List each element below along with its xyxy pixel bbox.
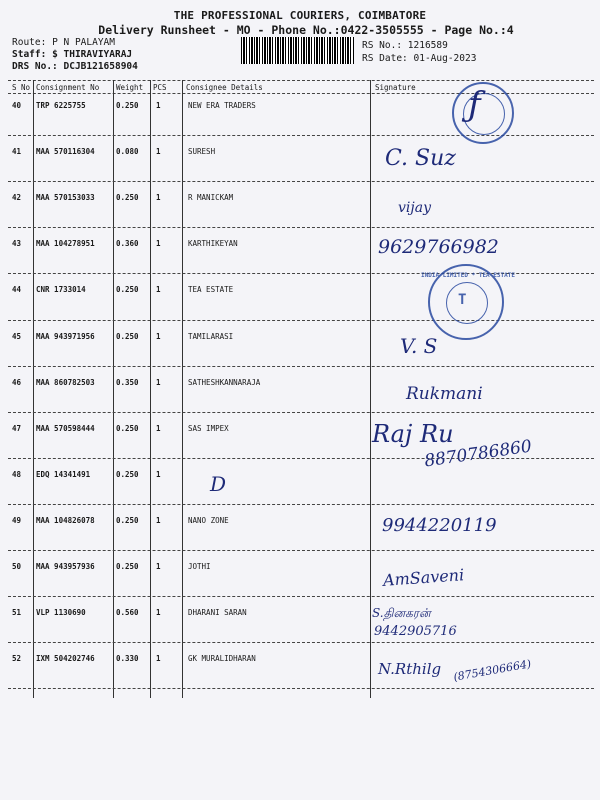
row-consignee: R MANICKAM [188, 193, 234, 202]
column-divider [150, 80, 151, 698]
row-separator [8, 596, 594, 597]
row-consignment-no: IXM 504202746 [36, 654, 95, 663]
row-consignee: SURESH [188, 147, 216, 156]
row-weight: 0.250 [116, 285, 139, 294]
row-sno: 51 [12, 608, 22, 617]
row-separator [8, 412, 594, 413]
col-weight-header: Weight [116, 83, 144, 92]
page-title: THE PROFESSIONAL COURIERS, COIMBATORE [173, 9, 427, 22]
row-weight: 0.330 [116, 654, 139, 663]
signature-row41: C. Suz [385, 146, 456, 171]
row-pcs: 1 [156, 332, 161, 341]
row-sno: 40 [12, 101, 22, 110]
row-weight: 0.080 [116, 147, 139, 156]
row-consignment-no: VLP 1130690 [36, 608, 86, 617]
row-pcs: 1 [156, 239, 161, 248]
row-separator [8, 688, 594, 689]
table-top-rule [8, 80, 594, 81]
row-consignee: NEW ERA TRADERS [188, 101, 256, 110]
drs-line [12, 61, 138, 73]
row-sno: 48 [12, 470, 22, 479]
row-consignee: TAMILARASI [188, 332, 234, 341]
column-divider [370, 80, 371, 698]
row-weight: 0.250 [116, 470, 139, 479]
row-consignment-no: MAA 104826078 [36, 516, 95, 525]
row-consignee: GK MURALIDHARAN [188, 654, 256, 663]
rs-no-label: RS No.: [362, 40, 403, 51]
staff-value: $ THIRAVIYARAJ [52, 49, 133, 60]
rs-no-line [362, 39, 476, 52]
stamp-ring-text: INDIA LIMITED * TEA ESTATE [421, 272, 515, 279]
row-pcs: 1 [156, 516, 161, 525]
row-consignment-no: MAA 570153033 [36, 193, 95, 202]
signature-row47-phone: 8870786860 [423, 436, 534, 472]
row-sno: 44 [12, 285, 22, 294]
column-divider [113, 80, 114, 698]
row-separator [8, 320, 594, 321]
row-separator [8, 181, 594, 182]
signature-row43: 9629766982 [378, 236, 499, 258]
staff-label: Staff: [12, 49, 47, 60]
row-pcs: 1 [156, 424, 161, 433]
row-weight: 0.250 [116, 193, 139, 202]
stamp-center-mark: T [458, 292, 467, 308]
signature-row47-name: Raj Ru [372, 420, 454, 448]
row-consignee: NANO ZONE [188, 516, 229, 525]
signature-row51-phone: 9442905716 [374, 624, 457, 639]
row-pcs: 1 [156, 101, 161, 110]
row-separator [8, 227, 594, 228]
row-pcs: 1 [156, 470, 161, 479]
row-pcs: 1 [156, 285, 161, 294]
row-consignee: KARTHIKEYAN [188, 239, 238, 248]
signature-row42: vijay [398, 200, 431, 216]
row-sno: 52 [12, 654, 22, 663]
row-pcs: 1 [156, 378, 161, 387]
col-sno-header: S No [12, 83, 31, 92]
row-sno: 42 [12, 193, 22, 202]
row-pcs: 1 [156, 654, 161, 663]
row-consignment-no: MAA 104278951 [36, 239, 95, 248]
row-consignment-no: MAA 943971956 [36, 332, 95, 341]
row-consignment-no: MAA 860782503 [36, 378, 95, 387]
page-subtitle: Delivery Runsheet - MO - Phone No.:0422-3505555 - Page No.:4 [98, 23, 514, 37]
runsheet-info-right [362, 39, 476, 65]
row-sno: 47 [12, 424, 22, 433]
row-pcs: 1 [156, 608, 161, 617]
col-signature-header: Signature [375, 83, 416, 92]
col-pcs-header: PCS [153, 83, 167, 92]
row-weight: 0.250 [116, 424, 139, 433]
row-sno: 45 [12, 332, 22, 341]
barcode-image [241, 37, 354, 64]
signature-row50: AmSaveni [382, 565, 465, 590]
seal-stamp-row40 [452, 82, 514, 144]
row-consignment-no: TRP 6225755 [36, 101, 86, 110]
signature-row49: 9944220119 [382, 515, 497, 536]
drs-label: DRS No.: [12, 61, 58, 72]
runsheet-info-left [12, 37, 138, 73]
row-consignment-no: CNR 1733014 [36, 285, 86, 294]
col-consignee-header: Consignee Details [186, 83, 263, 92]
route-line [12, 37, 138, 49]
row-weight: 0.250 [116, 101, 139, 110]
row-sno: 49 [12, 516, 22, 525]
drs-value: DCJB121658904 [63, 61, 138, 72]
row-sno: 50 [12, 562, 22, 571]
row-separator [8, 642, 594, 643]
row-pcs: 1 [156, 562, 161, 571]
signature-row51-name: S.தினகரன் [372, 606, 431, 620]
row-weight: 0.350 [116, 378, 139, 387]
row-pcs: 1 [156, 193, 161, 202]
signature-row48: D [210, 472, 227, 496]
row-consignee: SAS IMPEX [188, 424, 229, 433]
column-divider [33, 80, 34, 698]
row-consignment-no: MAA 943957936 [36, 562, 95, 571]
row-separator [8, 135, 594, 136]
rs-date-line [362, 52, 476, 65]
rs-date-label: RS Date: [362, 53, 408, 64]
row-separator [8, 366, 594, 367]
row-separator [8, 504, 594, 505]
signature-row45: V. S [400, 334, 438, 358]
row-consignment-no: MAA 570116304 [36, 147, 95, 156]
signature-row40: ƒ [468, 85, 481, 125]
row-sno: 41 [12, 147, 22, 156]
rs-no-value: 1216589 [407, 40, 448, 51]
signature-row52-phone: (8754306664) [452, 657, 533, 684]
row-sno: 46 [12, 378, 22, 387]
row-weight: 0.250 [116, 332, 139, 341]
route-label: Route: [12, 37, 47, 48]
row-consignee: TEA ESTATE [188, 285, 234, 294]
row-weight: 0.250 [116, 516, 139, 525]
rs-date-value: 01-Aug-2023 [413, 53, 477, 64]
row-consignee: JOTHI [188, 562, 211, 571]
signature-row52-name: N.Rthilg [378, 660, 442, 678]
col-consignment-header: Consignment No [36, 83, 100, 92]
row-pcs: 1 [156, 147, 161, 156]
row-weight: 0.250 [116, 562, 139, 571]
tea-estate-stamp [421, 264, 515, 340]
row-consignee: DHARANI SARAN [188, 608, 247, 617]
row-separator [8, 550, 594, 551]
route-value: P N PALAYAM [52, 37, 115, 48]
row-weight: 0.360 [116, 239, 139, 248]
row-sno: 43 [12, 239, 22, 248]
row-consignment-no: EDQ 14341491 [36, 470, 91, 479]
signature-row46: Rukmani [406, 384, 483, 404]
column-divider [182, 80, 183, 698]
staff-line [12, 49, 138, 61]
row-consignment-no: MAA 570598444 [36, 424, 95, 433]
row-weight: 0.560 [116, 608, 139, 617]
row-consignee: SATHESHKANNARAJA [188, 378, 261, 387]
